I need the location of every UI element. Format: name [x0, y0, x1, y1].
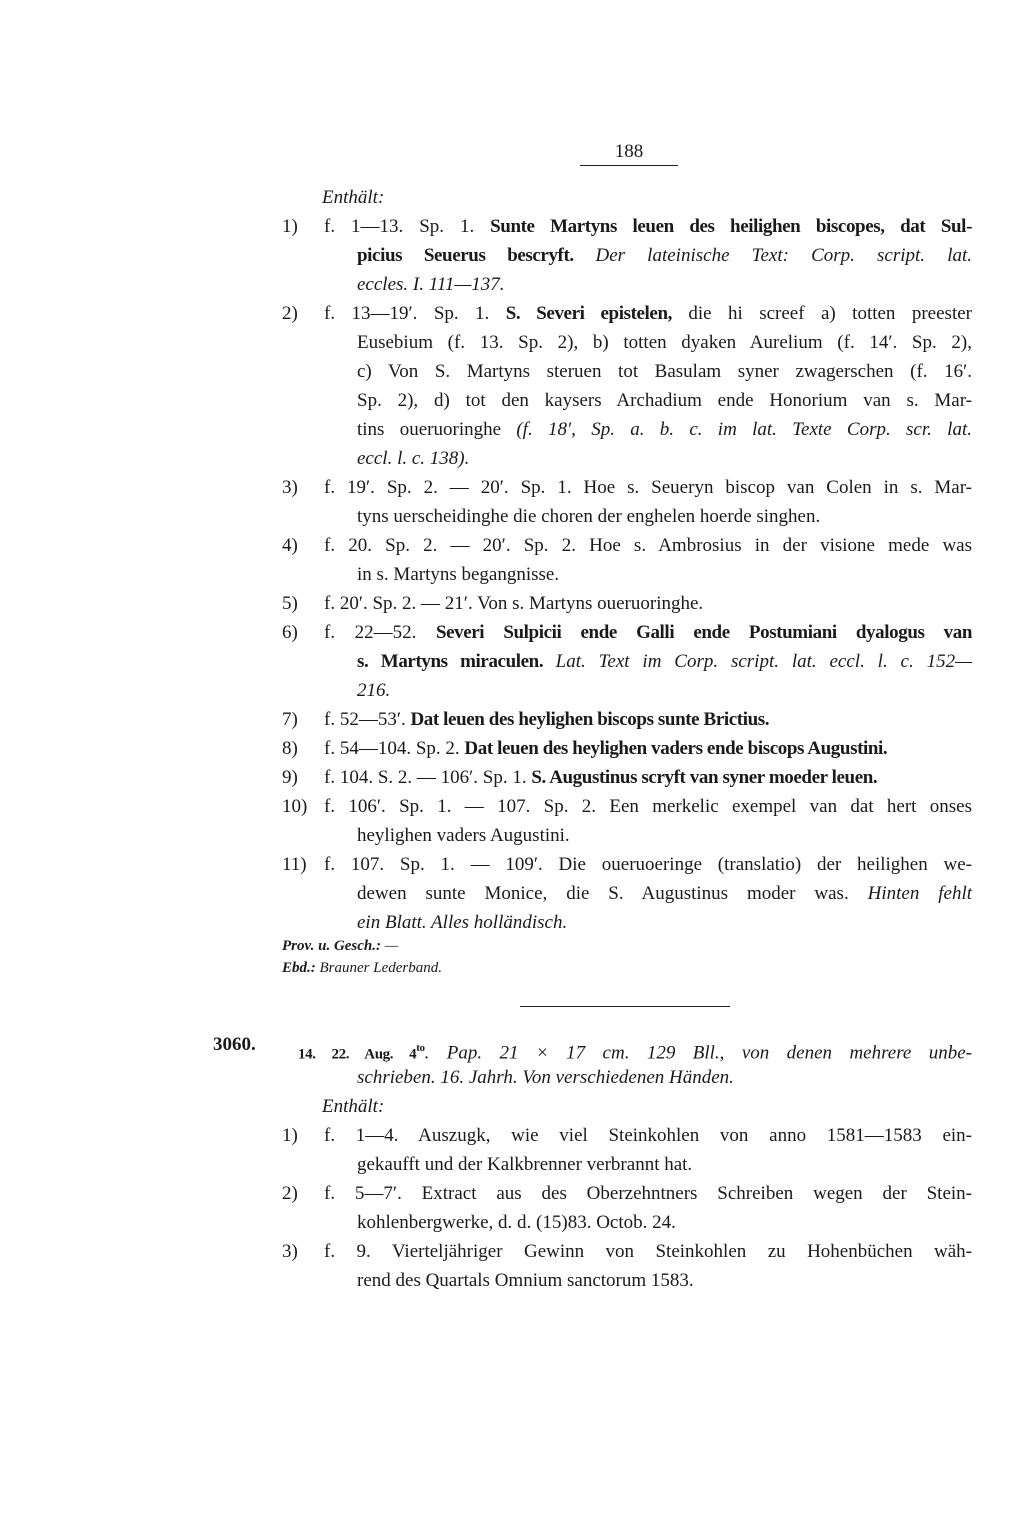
item-line — [282, 212, 972, 241]
item-number: 4) — [282, 535, 298, 556]
item-line — [282, 270, 972, 299]
item-number: 6) — [282, 622, 298, 643]
list-item — [282, 1179, 972, 1237]
folio-text: in s. Martyns begangnisse. — [357, 564, 560, 585]
binding-value: Brauner Lederband. — [315, 960, 442, 976]
title-text: Sunte Martyns leuen des heilighen biscopes, dat Sul- — [490, 216, 972, 237]
folio-text: f. 20′. Sp. 2. — 21′. Von s. Martyns oueruoringhe. — [324, 593, 704, 614]
folio-text: f. 5—7′. Extract aus des Oberzehntners Schreiben wegen der Stein- — [324, 1183, 972, 1204]
item-line — [282, 1121, 972, 1150]
folio-text: f. 54—104. Sp. 2. — [324, 738, 465, 759]
folio-text: f. 104. S. 2. — 106′. Sp. 1. — [324, 767, 532, 788]
note-text: Der lateinische Text: Corp. script. lat. — [595, 245, 972, 266]
note-text: Hinten fehlt — [867, 883, 972, 904]
note-text: Lat. Text im Corp. script. lat. eccl. l. c. 152— — [555, 651, 972, 672]
item-line — [282, 589, 972, 618]
item-number: 1) — [282, 1125, 298, 1146]
item-line — [282, 850, 972, 879]
item-line — [282, 821, 972, 850]
item-line — [282, 299, 972, 328]
item-line — [282, 734, 972, 763]
item-line — [282, 502, 972, 531]
item-number: 3) — [282, 1241, 298, 1262]
list-item — [282, 618, 972, 705]
item-number: 10) — [282, 796, 308, 817]
note-text: ein Blatt. Alles holländisch. — [357, 912, 568, 933]
list-item — [282, 589, 972, 618]
section-divider — [520, 1006, 730, 1007]
folio-text: f. 1—4. Auszugk, wie viel Steinkohlen von anno 1581—1583 ein- — [324, 1125, 972, 1146]
item-line — [282, 328, 972, 357]
title-text: S. Augustinus scryft van syner moeder leuen. — [531, 767, 878, 788]
item-line — [282, 1150, 972, 1179]
folio-text: f. 1—13. Sp. 1. — [324, 216, 491, 237]
title-text: picius Seuerus bescryft. — [357, 245, 596, 266]
item-line — [282, 618, 972, 647]
item-line — [282, 705, 972, 734]
title-text: S. Severi epistelen, — [505, 303, 672, 324]
item-number: 2) — [282, 303, 298, 324]
item-line — [282, 879, 972, 908]
item-line — [282, 1208, 972, 1237]
list-item — [282, 763, 972, 792]
item-number: 11) — [282, 854, 307, 875]
item-number: 1) — [282, 216, 298, 237]
folio-text: tins oueruoringhe — [357, 419, 517, 440]
list-item — [282, 705, 972, 734]
item-line — [282, 647, 972, 676]
item-line — [282, 1237, 972, 1266]
item-number: 7) — [282, 709, 298, 730]
folio-text: tyns uerscheidinghe die choren der enghelen hoerde singhen. — [357, 506, 821, 527]
format-superscript: to — [416, 1042, 425, 1054]
entry-description-line-2: schrieben. 16. Jahrh. Von verschiedenen Händen. — [357, 1067, 734, 1088]
item-number: 8) — [282, 738, 298, 759]
list-item — [282, 299, 972, 473]
item-line — [282, 676, 972, 705]
title-text: s. Martyns miraculen. — [357, 651, 556, 672]
item-line — [282, 473, 972, 502]
item-line — [282, 908, 972, 937]
folio-text: f. 19′. Sp. 2. — 20′. Sp. 1. Hoe s. Seueryn biscop van Colen in s. Mar- — [324, 477, 972, 498]
list-item — [282, 1237, 972, 1295]
item-number: 5) — [282, 593, 298, 614]
item-line — [282, 444, 972, 473]
item-line — [282, 415, 972, 444]
provenance-value: — — [381, 938, 399, 954]
folio-text: c) Von S. Martyns steruen tot Basulam syner zwagerschen (f. 16′. — [357, 361, 972, 382]
note-text: 216. — [357, 680, 391, 701]
folio-text: heylighen vaders Augustini. — [357, 825, 570, 846]
folio-text: dewen sunte Monice, die S. Augustinus moder was. — [357, 883, 868, 904]
folio-text: f. 9. Vierteljähriger Gewinn von Steinkohlen zu Hohenbüchen wäh- — [324, 1241, 972, 1262]
folio-text: rend des Quartals Omnium sanctorum 1583. — [357, 1270, 694, 1291]
entry-number: 3060. — [213, 1034, 256, 1055]
item-line — [282, 357, 972, 386]
list-item — [282, 531, 972, 589]
item-line — [282, 241, 972, 270]
item-line — [282, 1266, 972, 1295]
item-line — [282, 386, 972, 415]
title-text: Severi Sulpicii ende Galli ende Postumiani dyalogus van — [435, 622, 973, 643]
item-number: 2) — [282, 1183, 298, 1204]
page-number: 188 — [614, 141, 644, 162]
list-item — [282, 792, 972, 850]
folio-text: f. 13—19′. Sp. 1. — [324, 303, 506, 324]
folio-text: f. 107. Sp. 1. — 109′. Die oueruoeringe (translatio) der heilighen we- — [324, 854, 972, 875]
folio-text: f. 106′. Sp. 1. — 107. Sp. 2. Een merkelic exempel van dat hert onses — [324, 796, 972, 817]
description-text: . Pap. 21 × 17 cm. 129 Bll., von denen mehrere unbe- — [424, 1042, 973, 1064]
list-item — [282, 734, 972, 763]
item-line — [282, 531, 972, 560]
item-line — [282, 792, 972, 821]
binding-label: Ebd.: — [282, 960, 316, 976]
folio-text: f. 52—53′. — [324, 709, 411, 730]
folio-text: Eusebium (f. 13. Sp. 2), b) totten dyaken Aurelium (f. 14′. Sp. 2), — [357, 332, 972, 353]
shelfmark: 14. 22. Aug. 4 — [298, 1046, 417, 1063]
entry-3059-contents — [282, 183, 972, 979]
item-line — [282, 560, 972, 589]
contents-list — [282, 1121, 972, 1295]
folio-text: Sp. 2), d) tot den kaysers Archadium ende Honorium van s. Mar- — [357, 390, 972, 411]
folio-text: gekaufft und der Kalkbrenner verbrannt hat. — [357, 1154, 693, 1175]
list-item — [282, 1121, 972, 1179]
provenance-label: Prov. u. Gesch.: — [282, 938, 382, 954]
item-line — [282, 763, 972, 792]
page-number-rule — [580, 165, 678, 166]
binding-line — [282, 957, 972, 979]
entry-3060 — [282, 1034, 972, 1295]
folio-text: die hi screef a) totten preester — [671, 303, 972, 324]
folio-text: f. 22—52. — [324, 622, 436, 643]
list-item — [282, 473, 972, 531]
title-text: Dat leuen des heylighen vaders ende biscops Augustini. — [464, 738, 888, 759]
contents-list — [282, 212, 972, 937]
provenance-line — [282, 935, 972, 957]
folio-text: f. 20. Sp. 2. — 20′. Sp. 2. Hoe s. Ambrosius in der visione mede was — [324, 535, 972, 556]
note-text: eccl. l. c. 138). — [357, 448, 470, 469]
folio-text: kohlenbergwerke, d. d. (15)83. Octob. 24. — [357, 1212, 676, 1233]
list-item — [282, 850, 972, 937]
item-line — [282, 1179, 972, 1208]
contents-heading: Enthält: — [322, 1096, 385, 1117]
title-text: Dat leuen des heylighen biscops sunte Brictius. — [410, 709, 770, 730]
note-text: (f. 18′, Sp. a. b. c. im lat. Texte Corp. scr. lat. — [516, 419, 972, 440]
item-number: 3) — [282, 477, 298, 498]
entry-description-line-1 — [282, 1034, 972, 1063]
note-text: eccles. I. 111—137. — [357, 274, 505, 295]
item-number: 9) — [282, 767, 298, 788]
contents-heading: Enthält: — [322, 187, 385, 208]
list-item — [282, 212, 972, 299]
